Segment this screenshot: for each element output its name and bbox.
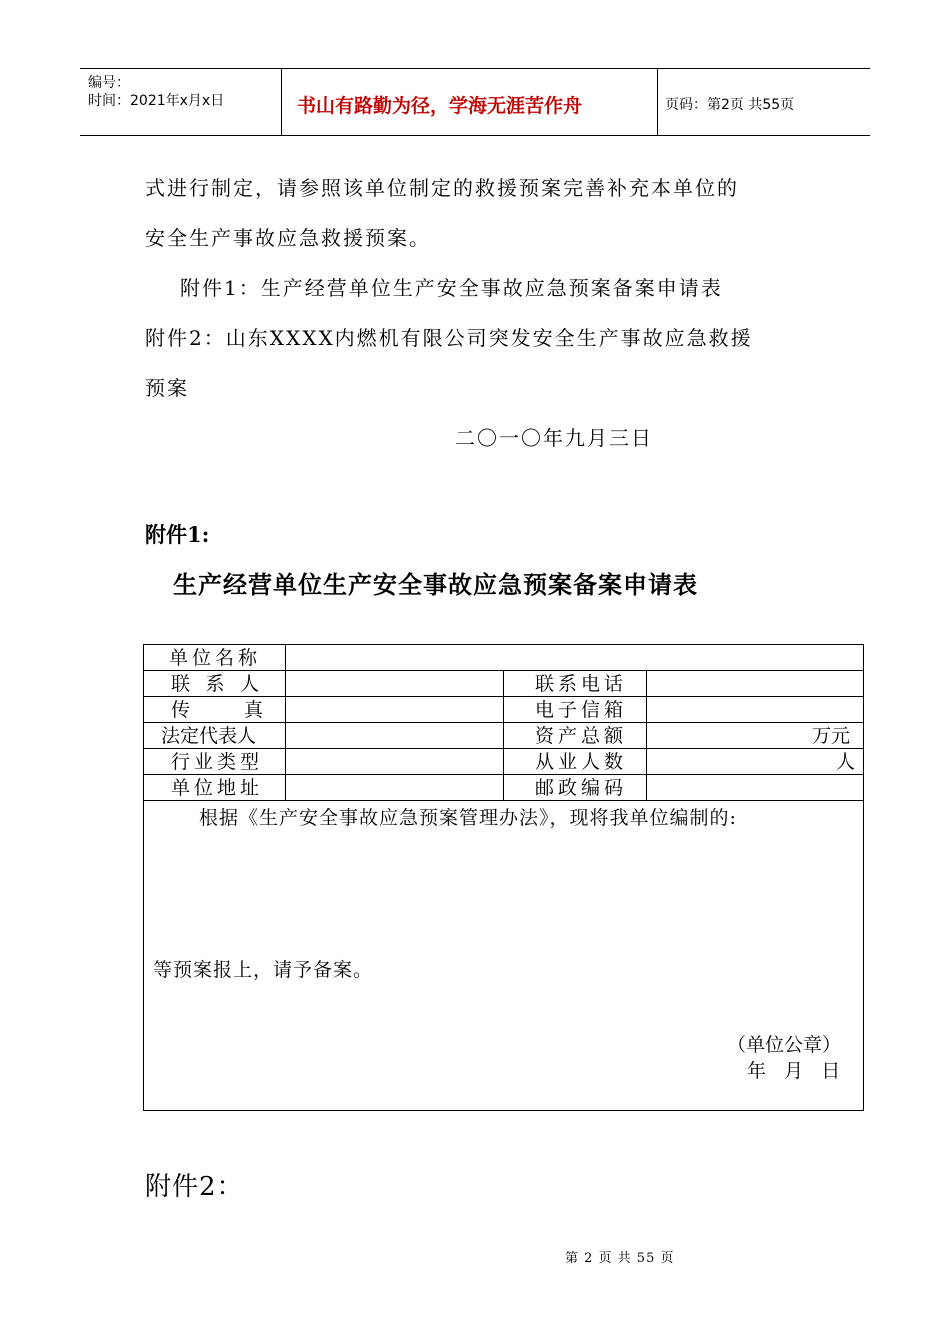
unit-name-label: 单位名称 bbox=[169, 647, 262, 669]
column-divider bbox=[503, 670, 504, 800]
declaration-text: 根据《生产安全事故应急预案管理办法》，现将我单位编制的: bbox=[199, 807, 737, 829]
submit-text: 等预案报上，请予备案。 bbox=[153, 959, 374, 981]
document-date: 二〇一〇年九月三日 bbox=[455, 426, 653, 450]
row-divider bbox=[144, 800, 863, 801]
page-footer: 第 2 页 共 55 页 bbox=[565, 1251, 675, 1266]
paragraph-line-2: 安全生产事故应急救援预案。 bbox=[145, 226, 431, 250]
employees-label: 从业人数 bbox=[535, 751, 623, 773]
contact-phone-label: 联系电话 bbox=[535, 673, 623, 695]
postal-code-label: 邮政编码 bbox=[535, 777, 623, 799]
plan-list-area[interactable] bbox=[154, 835, 854, 945]
seal-date: 年 月 日 bbox=[747, 1060, 841, 1082]
attachment-2-reference-line-2: 预案 bbox=[145, 376, 189, 400]
attachment-2-heading: 附件2： bbox=[145, 1172, 244, 1202]
unit-address-field[interactable] bbox=[286, 775, 503, 800]
paragraph-line-1: 式进行制定，请参照该单位制定的救援预案完善补充本单位的 bbox=[145, 176, 739, 200]
header-bottom-rule bbox=[80, 135, 870, 136]
total-assets-label: 资产总额 bbox=[535, 725, 623, 747]
legal-representative-field[interactable] bbox=[286, 723, 503, 748]
email-field[interactable] bbox=[647, 697, 863, 722]
header-page-code: 页码：第2页 共55页 bbox=[665, 97, 795, 113]
total-assets-field[interactable] bbox=[647, 723, 807, 748]
filing-application-form bbox=[143, 644, 864, 1111]
header-divider-right bbox=[657, 68, 658, 136]
fax-field[interactable] bbox=[286, 697, 503, 722]
contact-phone-field[interactable] bbox=[647, 671, 863, 696]
header-motto: 书山有路勤为径，学海无涯苦作舟 bbox=[297, 95, 583, 117]
attachment-1-reference: 附件1：生产经营单位生产安全事故应急预案备案申请表 bbox=[180, 276, 723, 300]
email-label: 电子信箱 bbox=[535, 699, 623, 721]
industry-type-label: 行业类型 bbox=[171, 751, 259, 773]
unit-name-field[interactable] bbox=[286, 645, 863, 670]
contact-person-field[interactable] bbox=[286, 671, 503, 696]
industry-type-field[interactable] bbox=[286, 749, 503, 774]
header-top-rule bbox=[80, 68, 870, 69]
unit-seal: （单位公章） bbox=[727, 1034, 842, 1056]
header-time-label: 时间：2021年x月x日 bbox=[88, 93, 225, 109]
legal-representative-label: 法定代表人 bbox=[161, 725, 257, 747]
contact-person-label: 联系人 bbox=[171, 673, 259, 695]
fax-label: 传真 bbox=[171, 699, 263, 721]
header-divider-left bbox=[281, 68, 282, 136]
attachment-1-heading: 附件1: bbox=[145, 522, 210, 547]
total-assets-unit: 万元 bbox=[812, 725, 851, 747]
header-number-label: 编号： bbox=[88, 75, 130, 91]
form-title: 生产经营单位生产安全事故应急预案备案申请表 bbox=[173, 570, 698, 599]
postal-code-field[interactable] bbox=[647, 775, 863, 800]
employees-unit: 人 bbox=[836, 751, 856, 773]
attachment-2-reference-line-1: 附件2：山东XXXX内燃机有限公司突发安全生产事故应急救援 bbox=[145, 326, 753, 350]
employees-field[interactable] bbox=[647, 749, 827, 774]
unit-address-label: 单位地址 bbox=[171, 777, 259, 799]
